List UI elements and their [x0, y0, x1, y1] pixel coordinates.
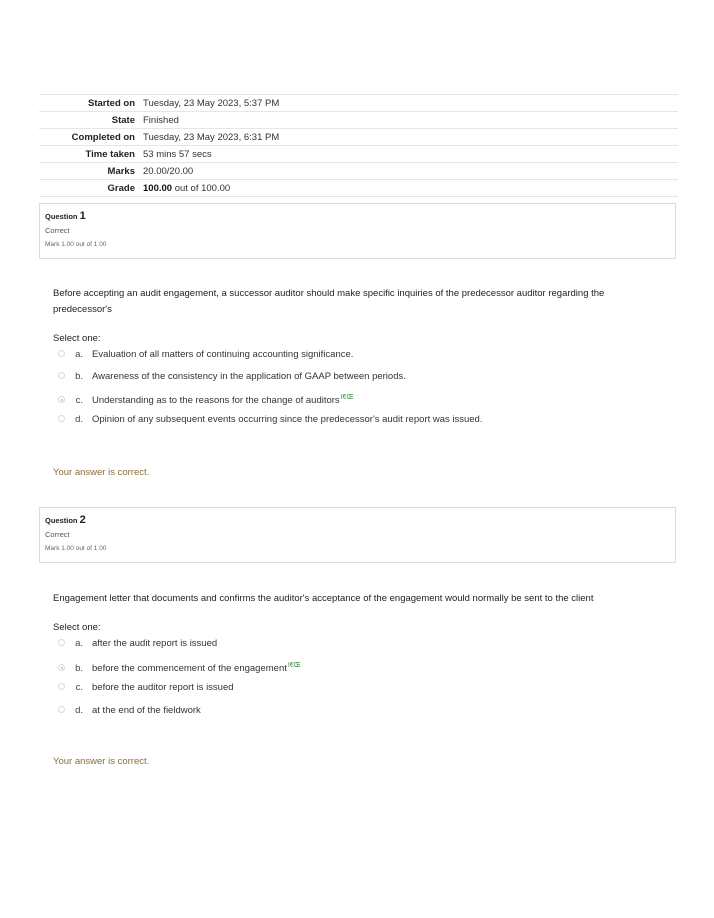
q1-option-d[interactable]	[58, 413, 482, 427]
question-state: Correct	[45, 530, 70, 539]
summary-row-time-taken	[39, 146, 678, 163]
option-text: Opinion of any subsequent events occurring since the predecessor's audit report was issued.	[92, 414, 483, 425]
option-text: before the commencement of the engagement	[92, 663, 287, 675]
question-mark: Mark 1.00 out of 1.00	[45, 545, 107, 552]
option-letter: c.	[75, 682, 83, 693]
question-1-text: Before accepting an audit engagement, a successor auditor should make specific inquiries of the predecessor auditor regarding the predecessor's	[53, 288, 605, 315]
option-letter: d.	[75, 414, 83, 425]
grade-value: 100.00	[143, 182, 173, 194]
summary-label: Marks	[39, 163, 139, 180]
question-2-text: Engagement letter that documents and confirms the auditor's acceptance of the engagement would normally be sent to the client	[53, 593, 594, 604]
radio-button-selected[interactable]	[58, 664, 65, 671]
radio-button[interactable]	[58, 415, 65, 422]
question-number-value: 2	[79, 514, 86, 526]
q2-option-a[interactable]	[58, 637, 217, 651]
correct-tick-icon: ï€Œ	[287, 662, 301, 669]
option-text: at the end of the fieldwork	[92, 705, 201, 716]
select-one-prompt: Select one:	[53, 622, 101, 633]
summary-value	[139, 180, 678, 197]
question-2-info	[39, 507, 676, 563]
option-letter: b.	[75, 371, 83, 382]
question-1-feedback: Your answer is correct.	[53, 467, 150, 478]
question-state: Correct	[45, 226, 70, 235]
question-label: Question	[45, 516, 78, 525]
question-number	[45, 210, 670, 222]
summary-label: Completed on	[39, 129, 139, 146]
summary-row-state	[39, 112, 678, 129]
radio-button[interactable]	[58, 372, 65, 379]
q2-option-c[interactable]	[58, 681, 234, 695]
option-text: after the audit report is issued	[92, 638, 218, 649]
question-number	[45, 514, 670, 526]
question-2-feedback: Your answer is correct.	[53, 756, 150, 767]
correct-tick-icon: ï€Œ	[340, 394, 354, 401]
summary-row-grade	[39, 180, 678, 197]
radio-button-selected[interactable]	[58, 396, 65, 403]
summary-value: 53 mins 57 secs	[139, 146, 678, 163]
radio-button[interactable]	[58, 350, 65, 357]
summary-row-completed	[39, 129, 678, 146]
option-letter: d.	[75, 705, 83, 716]
grade-out-of: out of 100.00	[172, 182, 231, 194]
question-label: Question	[45, 212, 78, 221]
summary-label: Started on	[39, 95, 139, 112]
radio-button[interactable]	[58, 706, 65, 713]
q2-option-b[interactable]	[58, 659, 301, 673]
option-letter: a.	[75, 349, 83, 360]
q1-option-a[interactable]	[58, 348, 353, 362]
option-text: before the auditor report is issued	[92, 682, 234, 693]
option-letter: b.	[75, 663, 83, 675]
question-number-value: 1	[79, 210, 86, 222]
option-text: Awareness of the consistency in the application of GAAP between periods.	[92, 371, 406, 382]
option-letter: a.	[75, 638, 83, 649]
summary-value: Tuesday, 23 May 2023, 6:31 PM	[139, 129, 678, 146]
option-letter: c.	[75, 395, 83, 407]
q2-option-d[interactable]	[58, 704, 201, 718]
question-mark: Mark 1.00 out of 1.00	[45, 241, 107, 248]
select-one-prompt: Select one:	[53, 333, 101, 344]
radio-button[interactable]	[58, 639, 65, 646]
summary-row-marks	[39, 163, 678, 180]
q1-option-b[interactable]	[58, 370, 406, 384]
question-1-info	[39, 203, 676, 259]
summary-row-started	[39, 95, 678, 112]
summary-label: Grade	[39, 180, 139, 197]
attempt-summary-table	[39, 94, 678, 197]
summary-label: State	[39, 112, 139, 129]
option-text: Understanding as to the reasons for the change of auditors	[92, 395, 340, 407]
summary-value: Finished	[139, 112, 678, 129]
summary-value: 20.00/20.00	[139, 163, 678, 180]
radio-button[interactable]	[58, 683, 65, 690]
q1-option-c[interactable]	[58, 391, 354, 405]
summary-label: Time taken	[39, 146, 139, 163]
summary-value: Tuesday, 23 May 2023, 5:37 PM	[139, 95, 678, 112]
option-text: Evaluation of all matters of continuing accounting significance.	[92, 349, 354, 360]
